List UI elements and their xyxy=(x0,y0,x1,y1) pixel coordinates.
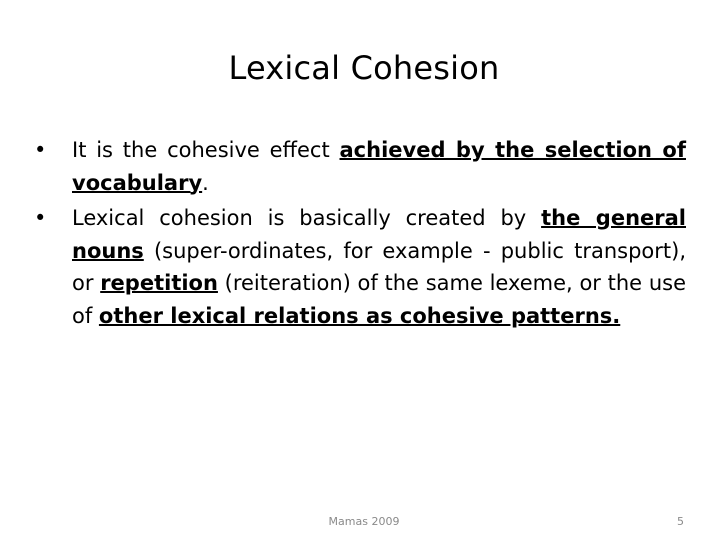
emphasis-text: the general nouns xyxy=(72,206,686,263)
bullet-text: (super-ordinates, for example - public transport), or xyxy=(72,238,686,295)
emphasis-text: repetition xyxy=(100,271,218,295)
bullet-item xyxy=(34,202,686,332)
bullet-text: It is the cohesive effect xyxy=(72,138,340,162)
bullet-dot-icon: • xyxy=(34,138,47,162)
bullet-text: (reiteration) of the same lexeme, or the use of xyxy=(72,271,686,328)
bullet-text: Lexical cohesion is basically created by xyxy=(72,206,542,230)
emphasis-text: other lexical relations as cohesive patterns. xyxy=(98,303,621,328)
footer-author: Mamas 2009 xyxy=(328,515,400,528)
page-number: 5 xyxy=(677,515,684,528)
bullet-item xyxy=(34,134,686,199)
bullet-dot-icon: • xyxy=(34,206,47,230)
emphasis-text: achieved by the selection of vocabulary xyxy=(72,138,686,195)
slide-title: Lexical Cohesion xyxy=(228,49,500,87)
bullet-text: . xyxy=(202,170,209,195)
bullet-list xyxy=(34,134,686,335)
